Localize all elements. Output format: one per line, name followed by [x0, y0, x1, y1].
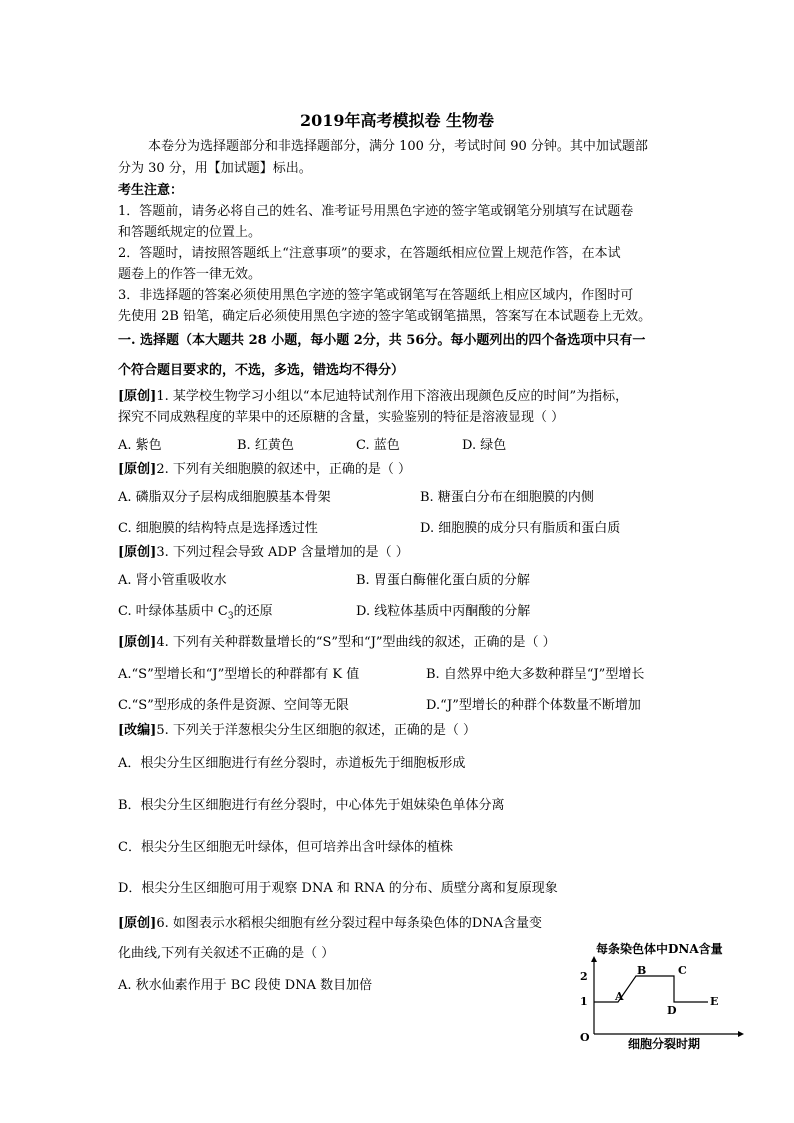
question-3-option-c-subscript: 3: [227, 611, 234, 622]
note-1-line-1: 1．答题前，请务必将自己的姓名、准考证号用黑色字迹的签字笔或钢笔分别填写在试题卷: [118, 204, 634, 219]
question-5-tag: [改编]: [118, 723, 157, 738]
question-2-option-d: D. 细胞膜的成分只有脂质和蛋白质: [420, 521, 621, 536]
figure-point-a: A: [615, 990, 624, 1003]
question-3-tag: [原创]: [118, 545, 157, 560]
question-1-option-b: B. 红黄色: [237, 438, 294, 453]
question-1-option-d: D. 绿色: [462, 438, 507, 453]
section-heading-line-1: 一. 选择题（本大题共 28 小题，每小题 2分，共 56分。每小题列出的四个备选项中只有一: [118, 333, 646, 348]
note-2-line-1: 2．答题时，请按照答题纸上“注意事项”的要求，在答题纸相应位置上规范作答，在本试: [118, 246, 621, 261]
figure-x-arrow: [738, 1031, 744, 1037]
question-1-option-a: A. 紫色: [118, 438, 162, 453]
question-2-stem: [118, 461, 411, 479]
figure-point-e: E: [710, 995, 719, 1008]
figure-origin: O: [580, 1031, 590, 1044]
question-3-text: 3. 下列过程会导致 ADP 含量增加的是（ ）: [156, 545, 409, 560]
note-3-line-1: 3．非选择题的答案必须使用黑色字迹的签字笔或钢笔写在答题纸上相应区域内，作图时可: [118, 288, 634, 303]
question-3-option-a: A. 肾小管重吸收水: [118, 573, 227, 588]
intro-line-2: 分为 30 分，用【加试题】标出。: [118, 161, 312, 176]
question-3-option-c: [118, 603, 273, 626]
question-6-tag: [原创]: [118, 916, 157, 931]
figure-xlabel: 细胞分裂时期: [628, 1037, 701, 1050]
page-title: 2019年高考模拟卷 生物卷: [299, 111, 495, 130]
question-6-option-a: A. 秋水仙素作用于 BC 段使 DNA 数目加倍: [118, 978, 373, 993]
figure-ylabel: 每条染色体中DNA含量: [596, 942, 723, 956]
figure-y-arrow: [591, 956, 597, 962]
question-1-stem-line-1: [118, 388, 628, 406]
question-4-option-b: B. 自然界中绝大多数种群呈“J”型增长: [426, 667, 645, 682]
dna-content-figure: [570, 938, 750, 1050]
question-5-option-c: C．根尖分生区细胞无叶绿体，但可培养出含叶绿体的植株: [118, 840, 453, 855]
question-1-tag: [原创]: [118, 389, 157, 404]
question-3-option-c-post: 的还原: [233, 604, 273, 619]
question-2-option-a: A. 磷脂双分子层构成细胞膜基本骨架: [118, 490, 331, 505]
question-4-text: 4. 下列有关种群数量增长的“S”型和“J”型曲线的叙述，正确的是（ ）: [156, 635, 556, 650]
question-3-option-d: D. 线粒体基质中丙酮酸的分解: [356, 604, 531, 619]
question-4-option-a: A.“S”型增长和“J”型增长的种群都有 K 值: [118, 667, 360, 682]
question-6-stem-line-2: 化曲线,下列有关叙述不正确的是（ ）: [118, 946, 335, 961]
question-4-tag: [原创]: [118, 635, 157, 650]
question-5-option-d: D．根尖分生区细胞可用于观察 DNA 和 RNA 的分布、质壁分离和复原现象: [118, 881, 558, 896]
notes-heading: 考生注意：: [118, 183, 184, 198]
figure-point-c: C: [678, 964, 687, 977]
question-4-option-c: C.“S”型形成的条件是资源、空间等无限: [118, 698, 349, 713]
question-6-text: 6. 如图表示水稻根尖细胞有丝分裂过程中每条染色体的DNA含量变: [156, 916, 543, 931]
note-1-line-2: 和答题纸规定的位置上。: [118, 225, 262, 240]
question-3-option-b: B. 胃蛋白酶催化蛋白质的分解: [356, 573, 530, 588]
question-5-option-b: B．根尖分生区细胞进行有丝分裂时，中心体先于姐妹染色单体分离: [118, 798, 505, 813]
question-3-stem: [118, 544, 409, 562]
question-1-text: 1. 某学校生物学习小组以“本尼迪特试剂作用下溶液出现颜色反应的时间”为指标，: [156, 389, 629, 404]
question-2-text: 2. 下列有关细胞膜的叙述中，正确的是（ ）: [156, 462, 411, 477]
question-1-option-c: C. 蓝色: [356, 438, 400, 453]
figure-curve: [594, 976, 708, 1002]
figure-tick-1: 1: [580, 995, 588, 1008]
question-3-option-c-pre: C. 叶绿体基质中 C: [118, 604, 228, 619]
question-4-stem: [118, 634, 556, 652]
question-2-option-b: B. 糖蛋白分布在细胞膜的内侧: [420, 490, 594, 505]
note-3-line-2: 先使用 2B 铅笔，确定后必须使用黑色字迹的签字笔或钢笔描黑，答案写在本试题卷上无效。: [118, 309, 652, 324]
intro-line-1: 本卷分为选择题部分和非选择题部分，满分 100 分，考试时间 90 分钟。其中加试题部: [148, 139, 648, 154]
figure-point-b: B: [637, 964, 647, 977]
question-2-tag: [原创]: [118, 462, 157, 477]
question-1-stem-line-2: 探究不同成熟程度的苹果中的还原糖的含量，实验鉴别的特征是溶液显现（ ）: [118, 410, 565, 425]
question-2-option-c: C. 细胞膜的结构特点是选择透过性: [118, 521, 318, 536]
question-5-option-a: A．根尖分生区细胞进行有丝分裂时，赤道板先于细胞板形成: [118, 756, 466, 771]
question-5-text: 5. 下列关于洋葱根尖分生区细胞的叙述，正确的是（ ）: [156, 723, 476, 738]
note-2-line-2: 题卷上的作答一律无效。: [118, 267, 262, 282]
question-4-option-d: D.“J”型增长的种群个体数量不断增加: [426, 698, 641, 713]
question-6-stem-line-1: [118, 915, 542, 933]
figure-point-d: D: [667, 1004, 677, 1017]
question-5-stem: [118, 722, 476, 740]
section-heading-line-2: 个符合题目要求的，不选，多选，错选均不得分）: [118, 363, 405, 378]
figure-tick-2: 2: [580, 970, 588, 983]
